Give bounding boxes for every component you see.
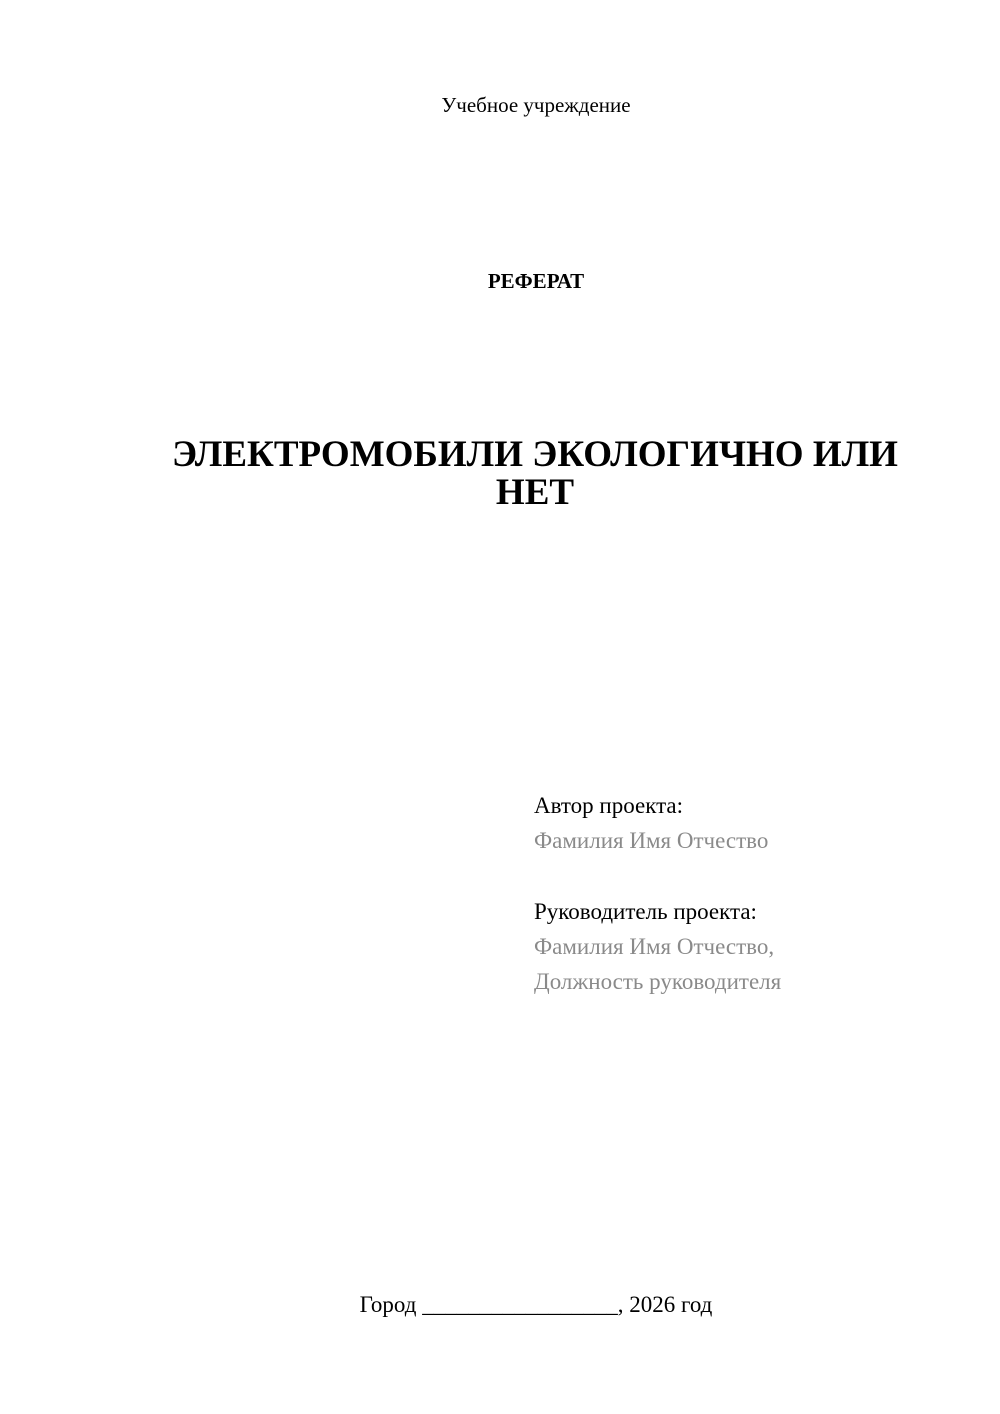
supervisor-position: Должность руководителя — [534, 969, 782, 994]
supervisor-name: Фамилия Имя Отчество, — [534, 934, 775, 959]
city-year-line: Город _________________, 2026 год — [359, 1292, 713, 1317]
credits-spacer — [534, 858, 974, 894]
author-name: Фамилия Имя Отчество — [534, 828, 769, 853]
credits-block — [534, 788, 974, 999]
supervisor-label: Руководитель проекта: — [534, 899, 757, 924]
institution-name: Учебное учреждение — [441, 93, 631, 117]
document-type: РЕФЕРАТ — [487, 269, 585, 293]
report-title: ЭЛЕКТРОМОБИЛИ ЭКОЛОГИЧНО ИЛИ НЕТ — [172, 434, 898, 513]
author-label: Автор проекта: — [534, 793, 683, 818]
